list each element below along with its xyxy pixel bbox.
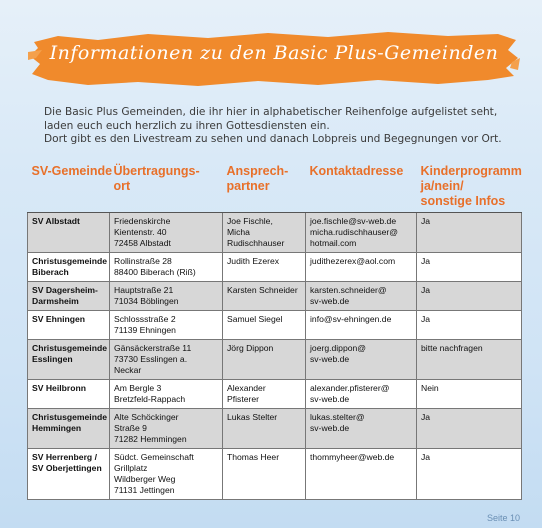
cell-ort: [110, 449, 223, 500]
cell-ort-line: Grillplatz: [114, 463, 148, 473]
cell-ort-line: Wildberger Weg: [114, 474, 176, 484]
cell-kinder: [417, 213, 522, 253]
cell-gemeinde: [28, 340, 110, 380]
cell-gemeinde-line: Biberach: [32, 267, 69, 277]
cell-partner-line: Karsten Schneider: [227, 285, 298, 295]
table-row: [28, 380, 522, 409]
cell-ort-line: Straße 9: [114, 423, 147, 433]
cell-kinder: [417, 311, 522, 340]
cell-kontakt: [306, 380, 417, 409]
cell-ort-line: Hauptstraße 21: [114, 285, 174, 295]
cell-partner-line: Judith Ezerex: [227, 256, 280, 266]
cell-kinder: [417, 340, 522, 380]
cell-ort-line: Am Bergle 3: [114, 383, 162, 393]
cell-gemeinde-line: SV Heilbronn: [32, 383, 86, 393]
cell-gemeinde-line: SV Oberjettingen: [32, 463, 102, 473]
cell-ort-line: 71139 Ehningen: [114, 325, 176, 335]
cell-partner: [223, 311, 306, 340]
cell-ort: [110, 282, 223, 311]
cell-ort-line: 71282 Hemmingen: [114, 434, 187, 444]
cell-kontakt-line: judithezerex@aol.com: [310, 256, 396, 266]
cell-ort-line: Alte Schöckinger: [114, 412, 179, 422]
cell-kontakt-line: thommyheer@web.de: [310, 452, 395, 462]
cell-partner-line: Thomas Heer: [227, 452, 280, 462]
cell-gemeinde: [28, 409, 110, 449]
cell-partner-line: Rudischhauser: [227, 238, 285, 248]
cell-kinder-line: Ja: [421, 314, 431, 324]
cell-gemeinde-line: SV Ehningen: [32, 314, 85, 324]
cell-ort: [110, 311, 223, 340]
cell-kontakt: [306, 311, 417, 340]
cell-gemeinde-line: Christusgemeinde: [32, 256, 107, 266]
cell-kinder-line: Ja: [421, 216, 431, 226]
header-ort: [110, 162, 223, 213]
cell-gemeinde: [28, 311, 110, 340]
cell-kontakt-line: joe.fischle@sv-web.de: [310, 216, 397, 226]
cell-gemeinde-line: SV Herrenberg /: [32, 452, 97, 462]
table-row: [28, 282, 522, 311]
cell-kontakt-line: sv-web.de: [310, 423, 350, 433]
cell-kinder: [417, 282, 522, 311]
cell-gemeinde-line: Christusgemeinde: [32, 412, 107, 422]
cell-gemeinde: [28, 380, 110, 409]
table-row: [28, 253, 522, 282]
cell-gemeinde-line: Darmsheim: [32, 296, 79, 306]
cell-kinder-line: Ja: [421, 452, 431, 462]
header-label: Ansprech-: [226, 164, 289, 178]
cell-ort-line: Rollinstraße 28: [114, 256, 172, 266]
cell-ort: [110, 253, 223, 282]
cell-ort-line: Gänsäckerstraße 11: [114, 343, 192, 353]
cell-kontakt-line: sv-web.de: [310, 354, 350, 364]
table-row: [28, 409, 522, 449]
cell-kinder: [417, 253, 522, 282]
cell-partner-line: Joe Fischle,: [227, 216, 273, 226]
table-row: [28, 449, 522, 500]
header-kinder: [417, 162, 522, 213]
cell-ort-line: Schlossstraße 2: [114, 314, 176, 324]
cell-ort-line: 72458 Albstadt: [114, 238, 171, 248]
cell-ort: [110, 213, 223, 253]
cell-gemeinde: [28, 213, 110, 253]
cell-partner-line: Samuel Siegel: [227, 314, 283, 324]
cell-partner: [223, 340, 306, 380]
cell-kinder: [417, 449, 522, 500]
cell-kontakt: [306, 253, 417, 282]
page-number: Seite 10: [486, 513, 520, 523]
cell-kontakt: [306, 409, 417, 449]
header-label: ja/nein/: [420, 179, 464, 193]
cell-kinder-line: Nein: [421, 383, 439, 393]
cell-partner: [223, 409, 306, 449]
intro-line: Dort gibt es den Livestream zu sehen und danach Lobpreis und Begegnungen vor Ort.: [44, 133, 502, 145]
header-label: ort: [113, 179, 131, 193]
cell-ort-line: Neckar: [114, 365, 142, 375]
cell-ort-line: 71131 Jettingen: [114, 485, 175, 495]
intro-line: laden euch euch herzlich zu ihren Gottesdiensten ein.: [44, 119, 330, 132]
cell-partner: [223, 282, 306, 311]
header-label: partner: [226, 179, 270, 193]
header-label: sonstige Infos: [420, 194, 506, 208]
cell-kontakt: [306, 340, 417, 380]
intro-line: Die Basic Plus Gemeinden, die ihr hier in alphabetischer Reihenfolge aufgelistet seht,: [44, 106, 498, 118]
table-row: [28, 311, 522, 340]
cell-gemeinde: [28, 449, 110, 500]
cell-ort-line: 73730 Esslingen a.: [114, 354, 188, 364]
table-row: [28, 340, 522, 380]
cell-kontakt-line: info@sv-ehningen.de: [310, 314, 392, 324]
cell-gemeinde: [28, 282, 110, 311]
cell-partner: [223, 449, 306, 500]
cell-partner-line: Pfisterer: [227, 394, 259, 404]
cell-ort: [110, 380, 223, 409]
cell-gemeinde: [28, 253, 110, 282]
header-partner: [223, 162, 306, 213]
cell-kinder-line: Ja: [421, 256, 431, 266]
intro-text: [44, 106, 514, 147]
cell-ort: [110, 340, 223, 380]
cell-kinder-line: bitte nachfragen: [421, 343, 483, 353]
cell-kontakt-line: sv-web.de: [310, 394, 350, 404]
cell-ort-line: 88400 Biberach (Riß): [114, 267, 196, 277]
cell-kinder: [417, 380, 522, 409]
banner-title: Informationen zu den Basic Plus-Gemeinden: [49, 42, 499, 64]
header-label: Kinderprogramm: [420, 164, 522, 178]
title-banner: [28, 28, 520, 88]
cell-partner: [223, 253, 306, 282]
cell-kontakt: [306, 282, 417, 311]
cell-kinder: [417, 409, 522, 449]
header-label: Übertragungs-: [113, 164, 200, 178]
cell-ort-line: Südct. Gemeinschaft: [114, 452, 194, 462]
cell-gemeinde-line: Esslingen: [32, 354, 73, 364]
cell-kontakt-line: alexander.pfisterer@: [310, 383, 390, 393]
cell-kontakt-line: hotmail.com: [310, 238, 357, 248]
table-row: [28, 213, 522, 253]
cell-gemeinde-line: Hemmingen: [32, 423, 82, 433]
cell-ort-line: 71034 Böblingen: [114, 296, 179, 306]
cell-kontakt-line: sv-web.de: [310, 296, 350, 306]
cell-gemeinde-line: Christusgemeinde: [32, 343, 107, 353]
cell-gemeinde-line: SV Albstadt: [32, 216, 80, 226]
cell-kinder-line: Ja: [421, 412, 431, 422]
cell-kontakt-line: lukas.stelter@: [310, 412, 365, 422]
cell-kontakt: [306, 213, 417, 253]
cell-partner-line: Jörg Dippon: [227, 343, 274, 353]
header-label: SV-Gemeinde: [31, 164, 113, 178]
cell-partner-line: Micha: [227, 227, 250, 237]
cell-kontakt: [306, 449, 417, 500]
cell-kontakt-line: joerg.dippon@: [310, 343, 367, 353]
table-header-row: [28, 162, 522, 213]
cell-ort-line: Kientenstr. 40: [114, 227, 167, 237]
cell-partner-line: Alexander: [227, 383, 266, 393]
cell-partner-line: Lukas Stelter: [227, 412, 278, 422]
cell-partner: [223, 380, 306, 409]
cell-kontakt-line: micha.rudischhauser@: [310, 227, 399, 237]
cell-partner: [223, 213, 306, 253]
header-gemeinde: [28, 162, 113, 213]
cell-kontakt-line: karsten.schneider@: [310, 285, 387, 295]
cell-ort-line: Bretzfeld-Rappach: [114, 394, 186, 404]
header-kontakt: [306, 162, 417, 213]
parishes-table: [27, 162, 522, 500]
cell-ort: [110, 409, 223, 449]
header-label: Kontaktadresse: [309, 164, 404, 178]
cell-kinder-line: Ja: [421, 285, 431, 295]
cell-ort-line: Friedenskirche: [114, 216, 171, 226]
cell-gemeinde-line: SV Dagersheim-: [32, 285, 98, 295]
